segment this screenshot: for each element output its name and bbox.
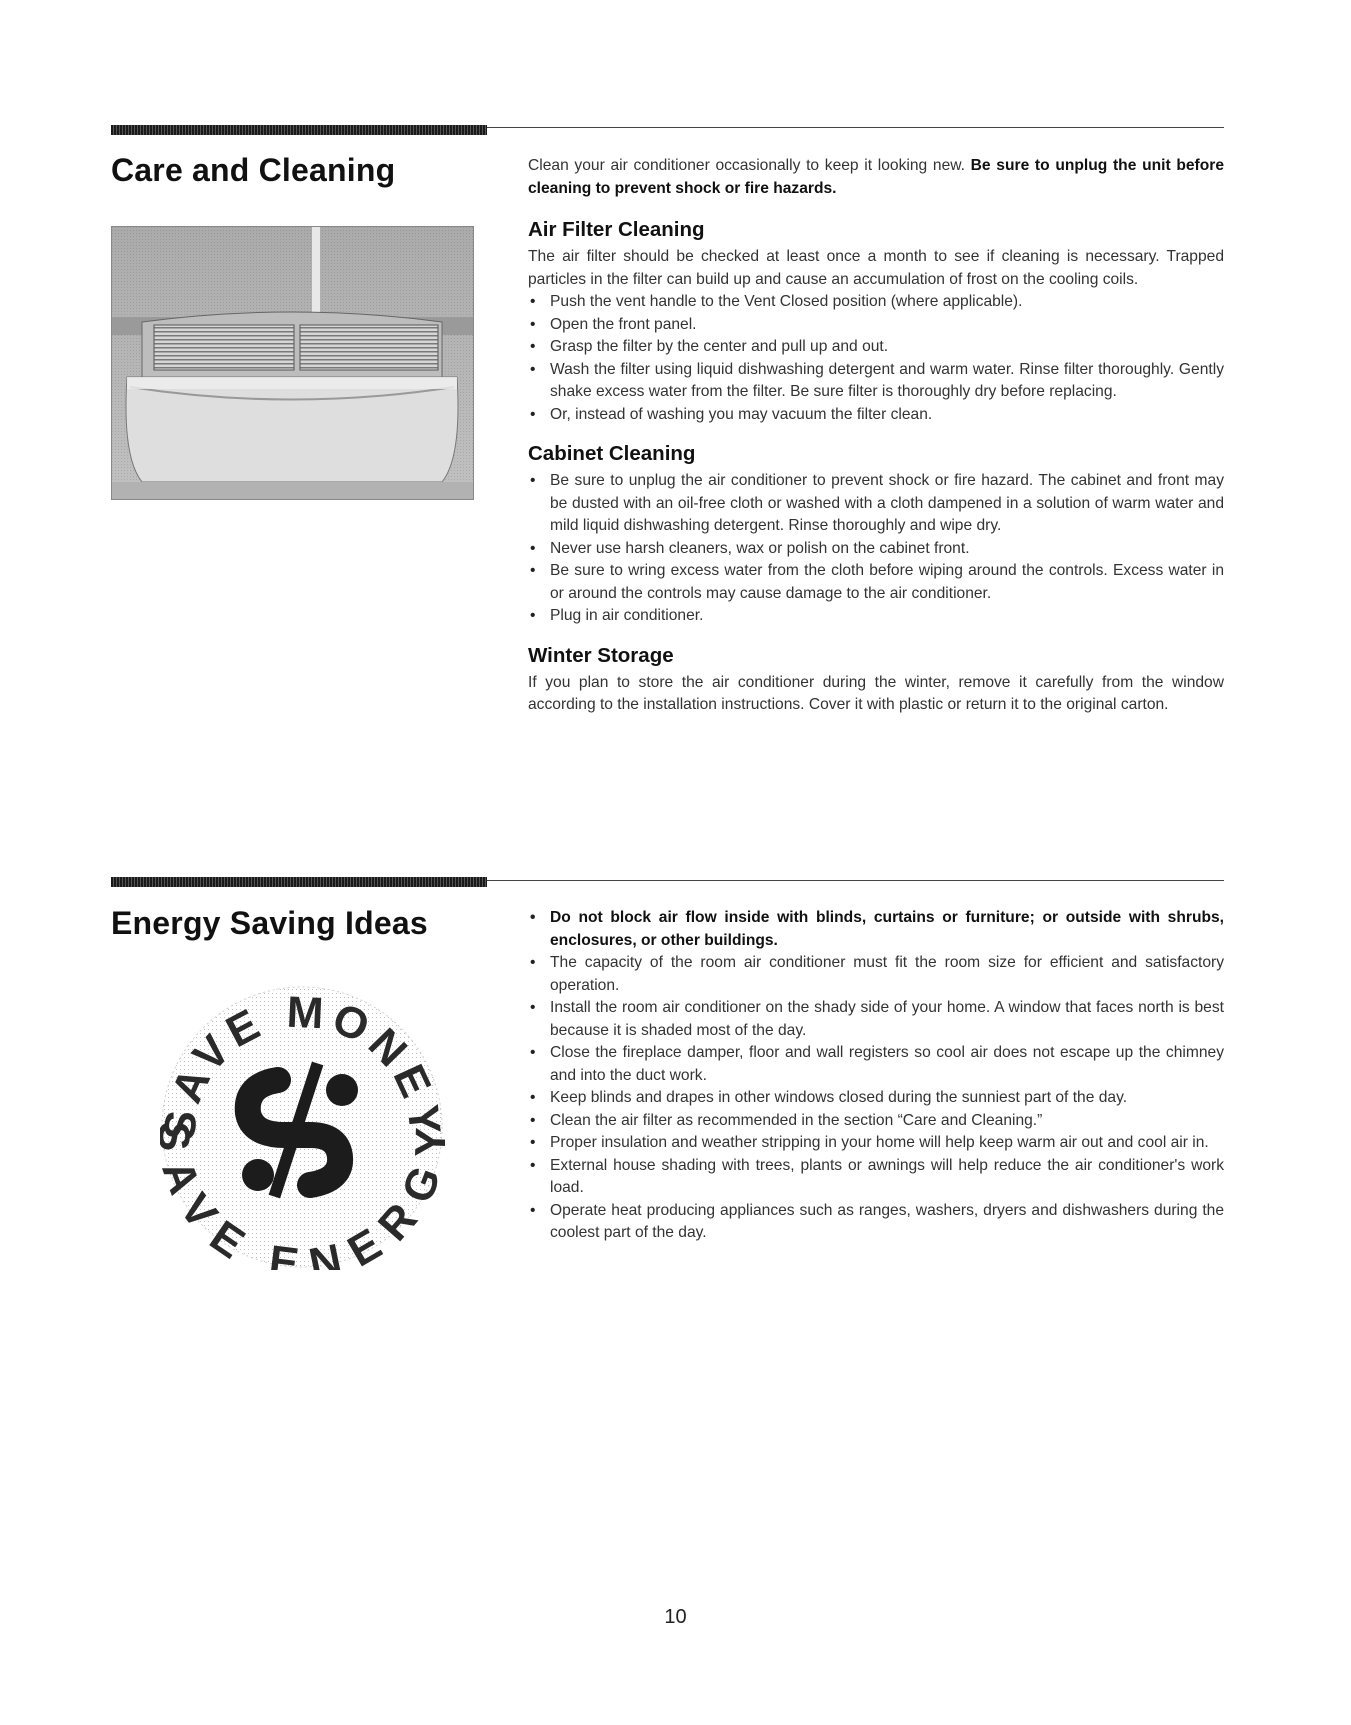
air-filter-heading: Air Filter Cleaning [528, 218, 705, 241]
list-item: • The capacity of the room air conditioner must fit the room size for efficient and satisfactory operation. [528, 952, 1224, 997]
list-item: • Proper insulation and weather stripping in your home will help keep warm air out and cool air in. [528, 1132, 1224, 1155]
logo-top-text: SAVE MONEY [160, 987, 445, 1143]
section-rule-thin [487, 880, 1224, 881]
list-item: • Never use harsh cleaners, wax or polish on the cabinet front. [528, 538, 1224, 561]
section-rule-thick [111, 125, 487, 135]
list-item: • Push the vent handle to the Vent Closed position (where applicable). [528, 291, 1224, 314]
air-filter-list [528, 291, 1224, 426]
air-filter-text: The air filter should be checked at least once a month to see if cleaning is necessary. Trapped particles in the filter can build up and cause an accumulation of frost on the cooling coils. [528, 248, 1224, 288]
energy-content [528, 907, 1224, 1245]
winter-heading: Winter Storage [528, 643, 674, 667]
care-title: Care and Cleaning [111, 152, 396, 188]
list-item: • Grasp the filter by the center and pull up and out. [528, 336, 1224, 359]
energy-title: Energy Saving Ideas [111, 905, 428, 941]
winter-text: If you plan to store the air conditioner during the winter, remove it carefully from the window according to the installation instructions. Cover it with plastic or return it to the original carton. [528, 673, 1224, 713]
list-item: • Plug in air conditioner. [528, 605, 1224, 628]
care-intro-warning: Be sure to unplug the unit before cleaning to prevent shock or fire hazards. [528, 157, 1224, 197]
list-item: • Or, instead of washing you may vacuum the filter clean. [528, 404, 1224, 427]
list-item: • Be sure to unplug the air conditioner to prevent shock or fire hazard. The cabinet and front may be dusted with an oil-free cloth or washed with a cloth dampened in a solution of warm water and mild liquid dishwashing detergent. Rinse thoroughly and wipe dry. [528, 470, 1224, 538]
save-logo-graphic [160, 985, 445, 1270]
energy-list [528, 907, 1224, 1245]
care-content [528, 155, 1224, 717]
care-intro-text: Clean your air conditioner occasionally to keep it looking new. [528, 157, 971, 174]
list-item: • Keep blinds and drapes in other windows closed during the sunniest part of the day. [528, 1087, 1224, 1110]
air-conditioner-photo [111, 226, 474, 500]
section-rule-thin [487, 127, 1224, 128]
list-item: • Operate heat producing appliances such as ranges, washers, dryers and dishwashers during the coolest part of the day. [528, 1200, 1224, 1245]
page-number: 10 [664, 1606, 687, 1628]
logo-bottom-text: VE ENER [169, 1184, 431, 1270]
cabinet-heading: Cabinet Cleaning [528, 442, 696, 465]
cabinet-list [528, 470, 1224, 628]
list-item: • Wash the filter using liquid dishwashing detergent and warm water. Rinse filter thoroughly. Gently shake excess water from the filter. Be sure filter is thoroughly dry before replacing. [528, 359, 1224, 404]
list-item: • Open the front panel. [528, 314, 1224, 337]
list-item: • Do not block air flow inside with blinds, curtains or furniture; or outside with shrubs, enclosures, or other buildings. [528, 907, 1224, 952]
list-item: • Install the room air conditioner on the shady side of your home. A window that faces north is best because it is shaded most of the day. [528, 997, 1224, 1042]
list-item: • Clean the air filter as recommended in the section “Care and Cleaning.” [528, 1110, 1224, 1133]
list-item: • Close the fireplace damper, floor and wall registers so cool air does not escape up the chimney and into the duct work. [528, 1042, 1224, 1087]
list-item: • External house shading with trees, plants or awnings will help reduce the air conditioner's work load. [528, 1155, 1224, 1200]
care-intro [528, 155, 1224, 200]
air-conditioner-image [112, 227, 473, 499]
list-item: • Be sure to wring excess water from the cloth before wiping around the controls. Excess water in or around the controls may cause damage to the air conditioner. [528, 560, 1224, 605]
section-rule-thick [111, 877, 487, 887]
save-money-save-energy-logo [160, 985, 445, 1270]
